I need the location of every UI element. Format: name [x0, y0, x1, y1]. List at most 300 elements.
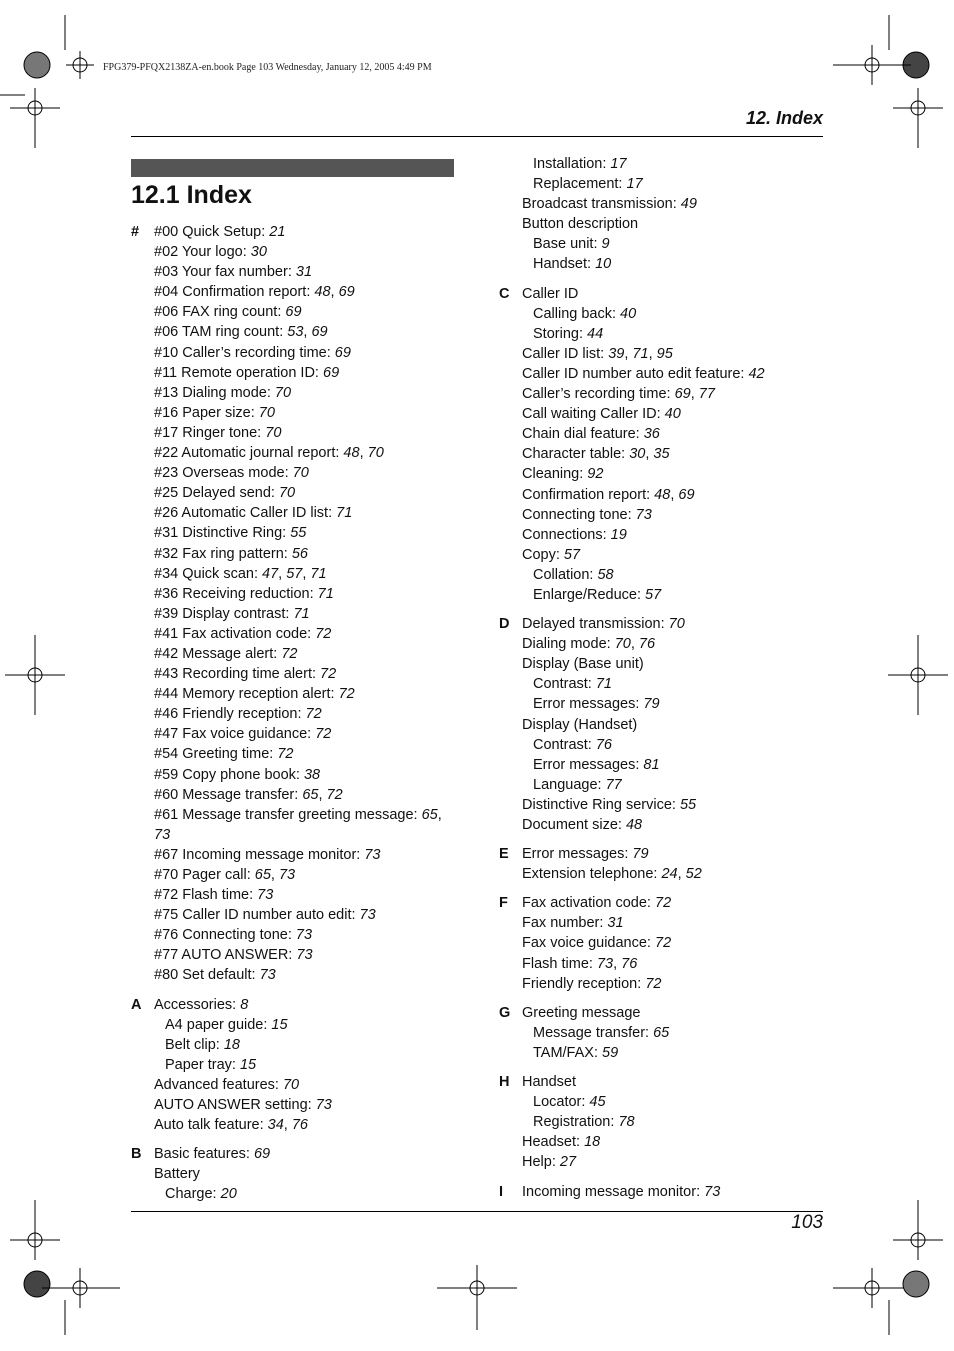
entry-label: Document size:: [522, 817, 626, 833]
index-entry: [522, 404, 829, 424]
index-entry: [522, 735, 829, 755]
group-letter: E: [499, 846, 509, 863]
entry-label: #44 Memory reception alert:: [154, 686, 339, 703]
entry-label: Message transfer:: [533, 1024, 654, 1041]
index-entry: [154, 1164, 461, 1184]
page-reference: 30: [629, 446, 646, 463]
page-reference: 52: [685, 866, 702, 883]
page-reference: 73: [596, 955, 614, 972]
entry-label: Advanced features:: [154, 1076, 283, 1093]
entry-label: A4 paper guide:: [165, 1016, 272, 1033]
entry-label: #41 Fax activation code:: [154, 625, 316, 642]
index-entry: [522, 715, 829, 735]
page-reference: 71: [632, 345, 649, 362]
entry-label: Language:: [533, 776, 606, 793]
index-entry: [522, 424, 829, 444]
index-entry: [154, 523, 461, 543]
entry-label: #34 Quick scan:: [154, 565, 262, 582]
page-reference: 39: [608, 345, 625, 362]
page-reference: 69: [674, 386, 691, 403]
index-entry: #34 Quick scan: 47, 57, 71: [154, 565, 327, 582]
index-entry: #22 Automatic journal report: 48, 70: [154, 445, 384, 462]
index-entry: [154, 604, 461, 624]
page-reference: 70: [614, 636, 631, 653]
page-reference: 42: [748, 365, 765, 382]
page-number: 103: [791, 1212, 823, 1233]
index-entry: [154, 1015, 461, 1035]
index-entry: [522, 1132, 829, 1152]
entry-label: TAM/FAX:: [533, 1044, 603, 1061]
entry-label: Error messages:: [522, 846, 633, 863]
page-reference: 69: [323, 364, 340, 381]
index-entry: [154, 644, 461, 664]
page-reference: 15: [239, 1056, 257, 1073]
page-reference: 76: [291, 1117, 308, 1134]
index-group: [499, 844, 829, 884]
page-reference: 69: [253, 1146, 271, 1163]
entry-label: Fax voice guidance:: [522, 935, 655, 952]
page-reference: 65: [653, 1024, 670, 1041]
index-group: [499, 1182, 829, 1202]
entry-label: Caller’s recording time:: [522, 386, 675, 403]
index-entry: [522, 755, 829, 775]
index-entry: [522, 364, 829, 384]
page-reference: 73: [315, 1097, 332, 1114]
page-reference: 15: [271, 1016, 288, 1033]
index-entry: [154, 302, 461, 322]
page-reference: 77: [605, 776, 622, 793]
index-entry: [522, 775, 829, 795]
entry-label: Friendly reception:: [522, 975, 646, 992]
index-entry: [154, 403, 461, 423]
page-reference: 49: [680, 196, 697, 213]
group-letter: A: [131, 996, 142, 1013]
page-reference: 20: [220, 1186, 237, 1203]
entry-label: Cleaning:: [522, 466, 588, 483]
page-reference: 40: [664, 406, 681, 423]
entry-label: Delayed transmission:: [522, 616, 669, 633]
entry-label: Confirmation report:: [522, 486, 655, 503]
group-letter: F: [499, 895, 508, 912]
page-reference: 48: [343, 445, 360, 462]
group-letter: I: [499, 1183, 504, 1200]
page-reference: 69: [285, 304, 302, 321]
index-entry: [154, 684, 461, 704]
index-entry: [522, 194, 829, 214]
index-column-left: [131, 222, 461, 1214]
index-entry: [522, 324, 829, 344]
entry-label: Installation:: [533, 156, 611, 172]
index-entry: [522, 1152, 829, 1172]
entry-label: #75 Caller ID number auto edit:: [154, 907, 360, 924]
index-entry: [154, 423, 461, 443]
index-entry: [522, 795, 829, 815]
page-reference: 79: [643, 696, 660, 713]
page-reference: 72: [277, 746, 294, 763]
index-entry: [154, 945, 461, 965]
index-entry: [522, 654, 829, 674]
index-entry: [522, 525, 829, 545]
entry-label: Headset:: [522, 1134, 585, 1151]
entry-label: Caller ID number auto edit feature:: [522, 365, 749, 382]
page-reference: 73: [259, 967, 276, 984]
entry-label: #36 Receiving reduction:: [154, 585, 318, 602]
index-group: [499, 154, 829, 275]
page-reference: 9: [601, 236, 610, 253]
page-reference: 18: [223, 1036, 240, 1053]
group-letter: H: [499, 1074, 510, 1091]
page-reference: 92: [587, 466, 604, 483]
page-reference: 57: [645, 586, 662, 603]
page-heading: 12.1 Index: [131, 181, 252, 209]
page-reference: 69: [311, 324, 328, 341]
page-reference: 73: [278, 867, 296, 883]
index-entry: [154, 1035, 461, 1055]
page-reference: 44: [587, 325, 604, 342]
index-entry: [522, 933, 829, 953]
page-reference: 72: [315, 625, 332, 642]
entry-label: AUTO ANSWER setting:: [154, 1097, 316, 1114]
index-entry: [154, 483, 461, 503]
entry-label: #31 Distinctive Ring:: [154, 525, 291, 542]
page-reference: 38: [303, 766, 321, 783]
entry-label: Caller ID: [522, 285, 579, 302]
entry-label: #42 Message alert:: [154, 645, 282, 662]
page-reference: 70: [278, 485, 296, 502]
index-entry: [522, 254, 829, 274]
entry-label: Collation:: [533, 566, 598, 583]
index-entry: [154, 965, 461, 985]
index-entry: [154, 343, 461, 363]
entry-label: Handset:: [533, 256, 596, 273]
page-reference: 71: [293, 605, 310, 622]
index-entry: #61 Message transfer greeting message: 65, 73: [154, 806, 442, 843]
index-entry: [522, 1112, 829, 1132]
page-reference: 76: [595, 736, 612, 753]
index-group: [499, 1072, 829, 1172]
entry-label: Chain dial feature:: [522, 426, 644, 443]
entry-label: Belt clip:: [165, 1036, 224, 1053]
index-entry: [522, 234, 829, 254]
entry-label: Contrast:: [533, 676, 596, 693]
entry-label: #04 Confirmation report:: [154, 284, 315, 301]
index-entry: [154, 1055, 461, 1075]
entry-label: Dialing mode:: [522, 636, 615, 653]
page-reference: 71: [317, 585, 334, 602]
page-reference: 65: [421, 806, 438, 823]
header-title: 12. Index: [745, 108, 823, 128]
entry-label: Call waiting Caller ID:: [522, 406, 665, 423]
entry-label: Paper tray:: [165, 1056, 240, 1073]
index-entry: [522, 545, 829, 565]
index-entry: [522, 505, 829, 525]
entry-label: #60 Message transfer:: [154, 786, 303, 803]
page-reference: 57: [286, 565, 303, 582]
page-reference: 73: [257, 887, 274, 904]
index-entry: [154, 704, 461, 724]
index-entry: [154, 885, 461, 905]
index-entry: [154, 463, 461, 483]
page-reference: 70: [274, 384, 292, 401]
entry-label: Extension telephone:: [522, 866, 662, 883]
entry-label: #03 Your fax number:: [154, 264, 296, 281]
entry-label: #67 Incoming message monitor:: [154, 846, 365, 863]
page-reference: 40: [620, 305, 637, 322]
entry-label: Auto talk feature:: [154, 1117, 268, 1134]
page-reference: 70: [292, 465, 309, 482]
page-reference: 73: [635, 506, 652, 523]
index-entry: [154, 624, 461, 644]
index-column-right: [499, 154, 829, 1211]
index-entry: #60 Message transfer: 65, 72: [154, 786, 343, 803]
page-reference: 65: [254, 867, 271, 883]
entry-label: Connections:: [522, 526, 611, 543]
entry-label: Registration:: [533, 1114, 619, 1131]
entry-label: #00 Quick Setup:: [154, 224, 270, 240]
entry-label: Help:: [522, 1154, 560, 1171]
index-entry: [154, 222, 461, 242]
index-entry: [522, 585, 829, 605]
entry-label: #61 Message transfer greeting message:: [154, 806, 422, 823]
entry-label: Broadcast transmission:: [522, 196, 681, 213]
entry-label: Error messages:: [533, 756, 644, 773]
index-entry: Caller’s recording time: 69, 77: [522, 386, 715, 403]
page-reference: 71: [336, 505, 353, 522]
entry-label: Storing:: [533, 325, 587, 342]
print-info: FPG379-PFQX2138ZA-en.book Page 103 Wednesday, January 12, 2005 4:49 PM: [103, 62, 432, 73]
index-group: [131, 995, 461, 1136]
page-reference: 77: [698, 386, 715, 403]
index-entry: [522, 1182, 829, 1202]
entry-label: Character table:: [522, 446, 630, 463]
page-reference: 53: [287, 324, 304, 341]
index-group: [131, 222, 461, 986]
index-entry: [522, 974, 829, 994]
entry-label: Greeting message: [522, 1004, 641, 1021]
index-entry: [522, 614, 829, 634]
index-entry: Dialing mode: 70, 76: [522, 636, 656, 653]
page-reference: 21: [269, 224, 286, 240]
index-entry: Character table: 30, 35: [522, 446, 670, 463]
page-reference: 65: [302, 786, 319, 803]
entry-label: Replacement:: [533, 176, 627, 193]
index-entry: [154, 664, 461, 684]
entry-label: #32 Fax ring pattern:: [154, 545, 292, 562]
index-group: [499, 1003, 829, 1063]
index-entry: [522, 1003, 829, 1023]
entry-label: #22 Automatic journal report:: [154, 445, 344, 462]
entry-label: Handset: [522, 1074, 577, 1091]
page-reference: 72: [338, 686, 355, 703]
index-entry: [154, 1095, 461, 1115]
page-reference: 69: [338, 284, 355, 301]
entry-label: Contrast:: [533, 736, 596, 753]
page-reference: 69: [334, 344, 351, 361]
entry-label: Copy:: [522, 546, 564, 563]
index-entry: [154, 905, 461, 925]
index-entry: [154, 544, 461, 564]
page-reference: 76: [638, 636, 656, 653]
index-entry: [522, 304, 829, 324]
index-entry: [154, 1075, 461, 1095]
page-reference: 47: [262, 565, 279, 582]
index-entry: [154, 383, 461, 403]
index-entry: [522, 844, 829, 864]
group-letter: B: [131, 1146, 142, 1163]
entry-label: Error messages:: [533, 696, 644, 713]
index-entry: Auto talk feature: 34, 76: [154, 1117, 308, 1134]
entry-label: #10 Caller’s recording time:: [154, 344, 335, 361]
page-reference: 76: [621, 955, 638, 972]
index-group: [499, 614, 829, 835]
index-entry: [522, 913, 829, 933]
entry-label: #23 Overseas mode:: [154, 465, 293, 482]
page-reference: 55: [290, 525, 307, 542]
entry-label: #11 Remote operation ID:: [154, 364, 323, 381]
page-reference: 24: [661, 866, 678, 883]
entry-label: Accessories:: [154, 996, 241, 1013]
page-reference: 73: [364, 846, 381, 863]
entry-label: #26 Automatic Caller ID list:: [154, 505, 337, 522]
page-reference: 72: [315, 726, 332, 743]
index-entry: [154, 1144, 461, 1164]
page-reference: 70: [258, 404, 275, 421]
entry-label: Fax activation code:: [522, 895, 655, 912]
page-reference: 73: [295, 927, 313, 944]
page-reference: 8: [240, 996, 249, 1013]
index-entry: [522, 1043, 829, 1063]
entry-label: #17 Ringer tone:: [154, 424, 266, 441]
index-entry: [522, 214, 829, 234]
entry-label: Locator:: [533, 1094, 590, 1111]
page-reference: 34: [267, 1117, 284, 1134]
group-letter: G: [499, 1004, 511, 1021]
entry-label: Basic features:: [154, 1146, 254, 1163]
page-reference: 72: [326, 786, 343, 803]
index-group: [131, 1144, 461, 1204]
entry-label: Distinctive Ring service:: [522, 796, 680, 813]
entry-label: Flash time:: [522, 955, 597, 972]
index-entry: [154, 503, 461, 523]
entry-label: #77 AUTO ANSWER:: [154, 947, 297, 964]
page-reference: 72: [305, 706, 322, 723]
index-entry: [154, 724, 461, 744]
page-reference: 95: [656, 345, 673, 362]
entry-label: Battery: [154, 1166, 200, 1183]
entry-label: #43 Recording time alert:: [154, 666, 321, 683]
page-reference: 72: [320, 666, 337, 683]
page-reference: 58: [597, 566, 614, 583]
page-reference: 79: [632, 846, 649, 863]
entry-label: #39 Display contrast:: [154, 605, 294, 622]
page-reference: 72: [655, 895, 672, 912]
index-entry: [154, 363, 461, 383]
page-reference: 48: [314, 284, 331, 301]
index-entry: Extension telephone: 24, 52: [522, 866, 702, 883]
page-reference: 70: [367, 445, 384, 462]
page-reference: 18: [584, 1134, 601, 1151]
page-reference: 72: [655, 935, 672, 952]
page-reference: 56: [291, 545, 308, 562]
index-entry: [154, 744, 461, 764]
index-entry: #06 TAM ring count: 53, 69: [154, 324, 328, 341]
page-reference: 71: [595, 676, 612, 693]
index-entry: [522, 815, 829, 835]
entry-label: Display (Handset): [522, 716, 638, 733]
page-reference: 71: [310, 565, 327, 582]
index-entry: [154, 765, 461, 785]
index-entry: Flash time: 73, 76: [522, 955, 638, 972]
index-entry: [522, 174, 829, 194]
page-reference: 48: [654, 486, 671, 503]
entry-label: Incoming message monitor:: [522, 1183, 705, 1200]
index-entry: [154, 262, 461, 282]
page-reference: 72: [281, 645, 298, 662]
group-letter: C: [499, 285, 510, 302]
entry-label: Display (Base unit): [522, 656, 644, 673]
index-entry: [154, 584, 461, 604]
index-entry: [154, 845, 461, 865]
entry-label: #59 Copy phone book:: [154, 766, 304, 783]
header-rule: [131, 136, 823, 137]
index-entry: [154, 995, 461, 1015]
entry-label: #46 Friendly reception:: [154, 706, 306, 723]
entry-label: #72 Flash time:: [154, 887, 258, 904]
entry-label: Fax number:: [522, 915, 608, 932]
page-reference: 17: [626, 176, 643, 193]
entry-label: #16 Paper size:: [154, 404, 259, 421]
page-reference: 57: [563, 546, 581, 563]
page-reference: 17: [610, 156, 627, 172]
page-reference: 73: [359, 907, 376, 924]
entry-label: Connecting tone:: [522, 506, 636, 523]
page-reference: 31: [607, 915, 624, 932]
index-entry: [522, 694, 829, 714]
footer-rule: [131, 1211, 823, 1212]
entry-label: #06 TAM ring count:: [154, 324, 288, 341]
page-reference: 73: [296, 947, 313, 964]
index-entry: [154, 925, 461, 945]
entry-label: Enlarge/Reduce:: [533, 586, 646, 603]
page-reference: 70: [265, 424, 282, 441]
page-reference: 30: [250, 244, 267, 261]
entry-label: #06 FAX ring count:: [154, 304, 286, 321]
entry-label: #02 Your logo:: [154, 244, 251, 261]
page-reference: 48: [625, 817, 643, 833]
heading-bar: [131, 159, 454, 177]
page-reference: 10: [595, 256, 612, 273]
entry-label: Caller ID list:: [522, 345, 609, 362]
index-entry: [522, 1092, 829, 1112]
entry-label: Base unit:: [533, 236, 602, 253]
index-entry: #04 Confirmation report: 48, 69: [154, 284, 355, 301]
page-reference: 70: [282, 1076, 300, 1093]
index-group: [499, 893, 829, 993]
page-reference: 78: [618, 1114, 635, 1131]
group-letter: D: [499, 616, 510, 633]
entry-label: Charge:: [165, 1186, 221, 1203]
index-entry: #70 Pager call: 65, 73: [154, 867, 296, 883]
page-reference: 19: [610, 526, 627, 543]
index-entry: [522, 893, 829, 913]
index-entry: [522, 154, 829, 174]
entry-label: Button description: [522, 216, 639, 233]
page-reference: 69: [678, 486, 695, 503]
group-letter: #: [131, 224, 140, 240]
entry-label: #13 Dialing mode:: [154, 384, 275, 401]
index-entry: [154, 1184, 461, 1204]
entry-label: #70 Pager call:: [154, 867, 255, 883]
